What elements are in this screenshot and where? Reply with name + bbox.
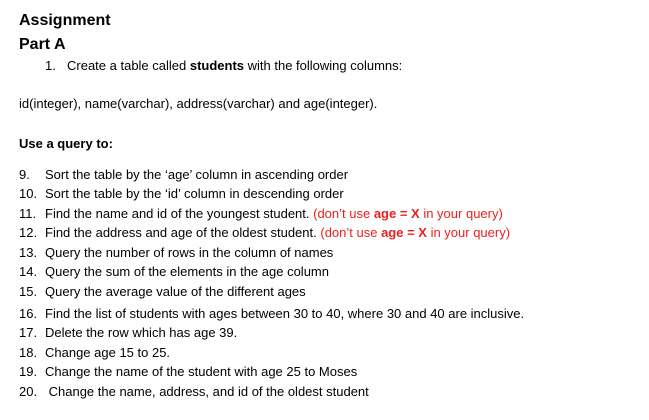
note-bold: age = X [381,225,427,240]
list-item-13 [19,244,333,261]
item-number: 9. [19,167,30,182]
task-1-table-name: students [189,58,245,73]
item-number: 14. [19,264,38,279]
list-item-11 [19,205,503,222]
item-text: Find the list of students with ages between 30 to 40, where 30 and 40 are inclusive. [45,306,525,321]
document-title: Assignment [19,12,111,29]
item-text: Query the number of rows in the column of names [45,245,334,260]
item-text: Find the address and age of the oldest student. [45,225,321,240]
list-item-19 [19,363,357,380]
query-heading: Use a query to: [19,136,113,151]
task-1-text-after: with the following columns: [244,58,403,73]
list-item-17 [19,324,237,341]
task-1 [45,57,402,74]
columns-description: id(integer), name(varchar), address(varchar) and age(integer). [19,96,378,111]
item-number: 12. [19,225,38,240]
note-post: in your query) [419,206,503,221]
item-number: 13. [19,245,38,260]
item-number: 15. [19,284,38,299]
list-item-12 [19,224,510,241]
item-note [320,225,510,240]
part-heading: Part A [19,36,66,53]
item-text: Delete the row which has age 39. [45,325,238,340]
list-item-14 [19,263,329,280]
item-number: 20. [19,384,38,399]
list-item-18 [19,344,170,361]
item-number: 19. [19,364,38,379]
note-bold: age = X [373,206,420,221]
item-note [313,206,503,221]
item-text: Find the name and id of the youngest student. [45,206,314,221]
note-pre: (don’t use [313,206,374,221]
list-item-16 [19,305,524,322]
list-item-15 [19,283,306,300]
list-item-20 [19,383,369,400]
item-text: Change the name of the student with age 25 to Moses [45,364,358,379]
item-number: 18. [19,345,38,360]
item-text: Change age 15 to 25. [45,345,171,360]
note-post: in your query) [426,225,511,240]
item-number: 10. [19,186,38,201]
item-text: Change the name, address, and id of the oldest student [45,384,369,399]
item-text: Sort the table by the ‘id’ column in descending order [45,186,344,201]
list-item-9 [19,166,348,183]
task-1-number: 1. [45,58,56,73]
note-pre: (don’t use [320,225,382,240]
item-text: Sort the table by the ‘age’ column in ascending order [45,167,349,182]
item-number: 16. [19,306,38,321]
item-number: 11. [19,206,37,221]
item-number: 17. [19,325,38,340]
task-1-text-before: Create a table called [67,58,190,73]
item-text: Query the average value of the different ages [45,284,306,299]
item-text: Query the sum of the elements in the age column [45,264,329,279]
list-item-10 [19,185,344,202]
